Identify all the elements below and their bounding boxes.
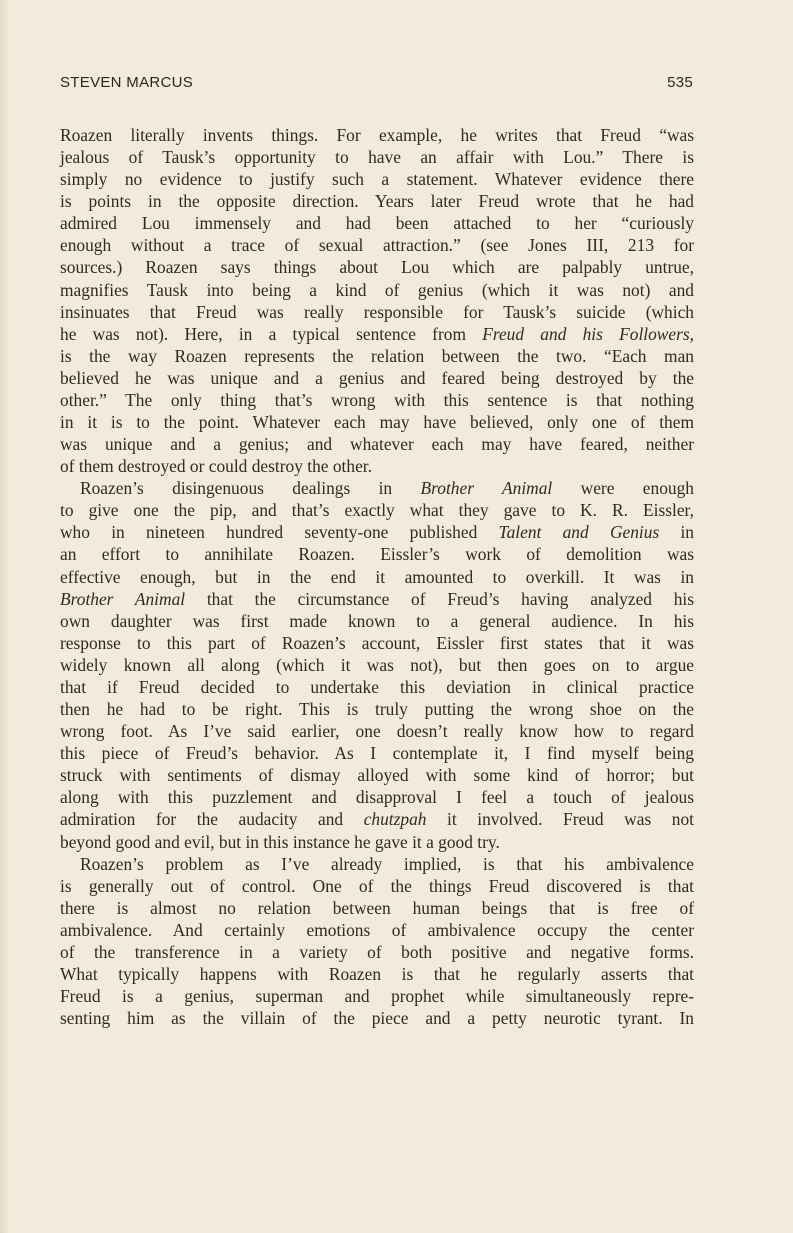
- text-line: Freud is a genius, superman and prophet while simultaneously repre-: [60, 986, 694, 1007]
- text-line: wrong foot. As I’ve said earlier, one doesn’t really know how to regard: [60, 721, 694, 742]
- text-line: What typically happens with Roazen is that he regularly asserts that: [60, 963, 694, 984]
- text-line: this piece of Freud’s behavior. As I contemplate it, I find myself being: [60, 743, 694, 764]
- running-header: [60, 74, 693, 91]
- italic-title: Freud and his Followers,: [482, 323, 695, 344]
- text-line: an effort to annihilate Roazen. Eissler’s work of demolition was: [60, 544, 694, 565]
- text-line: senting him as the villain of the piece and a petty neurotic tyrant. In: [60, 1008, 694, 1029]
- text-line: struck with sentiments of dismay alloyed with some kind of horror; but: [60, 765, 694, 786]
- text-line: is points in the opposite direction. Years later Freud wrote that he had: [60, 191, 694, 212]
- text-line: Roazen’s problem as I’ve already implied, is that his ambivalence: [80, 853, 694, 874]
- text-segment: who in nineteen hundred seventy-one published: [60, 522, 499, 543]
- text-line: [60, 477, 694, 499]
- text-line: simply no evidence to justify such a statement. Whatever evidence there: [60, 169, 694, 190]
- text-line: is generally out of control. One of the things Freud discovered is that: [60, 875, 694, 896]
- text-segment: it involved. Freud was not: [426, 809, 694, 830]
- italic-title: Talent and Genius: [498, 522, 660, 543]
- text-line: response to this part of Roazen’s account, Eissler first states that it was: [60, 632, 694, 653]
- text-line: [60, 521, 694, 543]
- text-line: believed he was unique and a genius and feared being destroyed by the: [60, 367, 694, 388]
- text-line: was unique and a genius; and whatever each may have feared, neither: [60, 434, 694, 455]
- text-line: in it is to the point. Whatever each may have believed, only one of them: [60, 412, 694, 433]
- text-line: other.” The only thing that’s wrong with this sentence is that nothing: [60, 389, 694, 410]
- text-segment: were enough: [552, 478, 694, 499]
- text-line: sources.) Roazen says things about Lou which are palpably untrue,: [60, 257, 694, 278]
- text-line: along with this puzzlement and disapproval I feel a touch of jealous: [60, 787, 694, 808]
- text-line: [60, 808, 694, 830]
- text-line: of the transference in a variety of both positive and negative forms.: [60, 941, 694, 962]
- text-line: magnifies Tausk into being a kind of genius (which it was not) and: [60, 279, 694, 300]
- text-line: jealous of Tausk’s opportunity to have an affair with Lou.” There is: [60, 147, 694, 168]
- text-line: ambivalence. And certainly emotions of ambivalence occupy the center: [60, 919, 694, 940]
- body-text: [60, 124, 694, 1029]
- text-line: to give one the pip, and that’s exactly what they gave to K. R. Eissler,: [60, 500, 694, 521]
- running-head-author: STEVEN MARCUS: [60, 74, 194, 91]
- text-line: enough without a trace of sexual attraction.” (see Jones III, 213 for: [60, 235, 694, 256]
- text-line: effective enough, but in the end it amounted to overkill. It was in: [60, 566, 694, 587]
- text-segment: in: [659, 522, 694, 543]
- italic-title: Brother Animal: [420, 478, 553, 499]
- text-segment: that the circumstance of Freud’s having analyzed his: [185, 588, 694, 609]
- text-line: is the way Roazen represents the relation between the two. “Each man: [60, 345, 694, 366]
- text-line: own daughter was first made known to a general audience. In his: [60, 610, 694, 631]
- italic-title: Brother Animal: [60, 588, 186, 609]
- italic-title: chutzpah: [363, 809, 427, 830]
- text-line: beyond good and evil, but in this instance he gave it a good try.: [60, 831, 500, 852]
- text-line: [60, 323, 694, 345]
- text-line: then he had to be right. This is truly putting the wrong shoe on the: [60, 699, 694, 720]
- page-binding-edge: [0, 0, 10, 1233]
- text-segment: he was not). Here, in a typical sentence from: [60, 323, 483, 344]
- text-line: of them destroyed or could destroy the other.: [60, 456, 372, 477]
- page-number: 535: [667, 74, 693, 91]
- text-line: admired Lou immensely and had been attached to her “curiously: [60, 213, 694, 234]
- text-segment: Roazen’s disingenuous dealings in: [80, 478, 421, 499]
- text-line: that if Freud decided to undertake this deviation in clinical practice: [60, 676, 694, 697]
- text-segment: admiration for the audacity and: [60, 809, 364, 830]
- text-line: Roazen literally invents things. For example, he writes that Freud “was: [60, 125, 694, 145]
- text-line: insinuates that Freud was really responsible for Tausk’s suicide (which: [60, 301, 694, 322]
- text-line: [60, 588, 694, 610]
- text-line: there is almost no relation between human beings that is free of: [60, 897, 694, 918]
- text-line: widely known all along (which it was not), but then goes on to argue: [60, 654, 694, 675]
